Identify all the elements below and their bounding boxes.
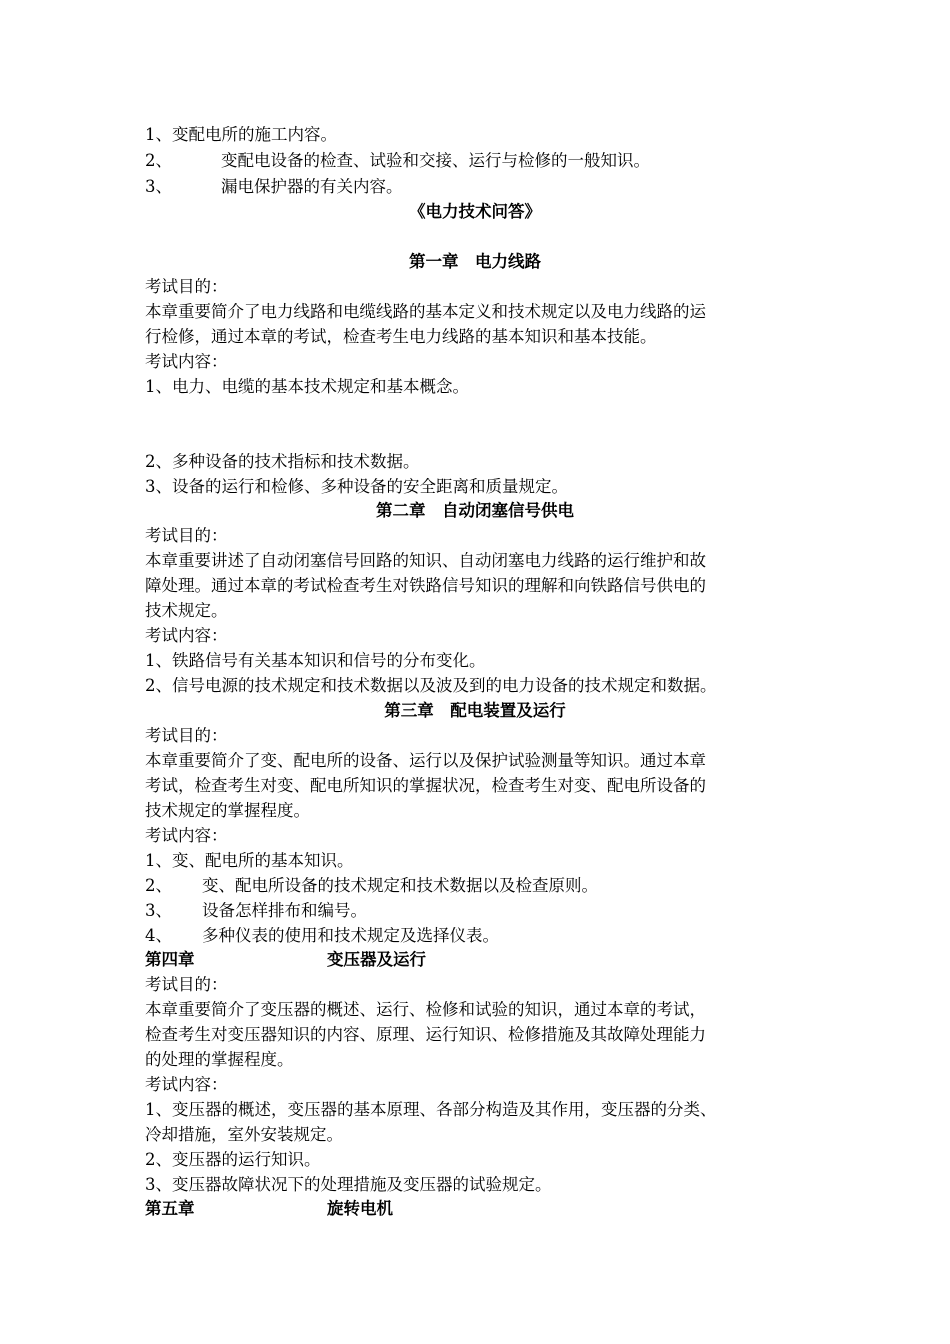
chapter-1-goal-line: 行检修，通过本章的考试，检查考生电力线路的基本知识和基本技能。 — [145, 327, 657, 346]
chapter-4-heading — [145, 949, 426, 971]
chapter-2-goal-line: 技术规定。 — [145, 601, 228, 620]
chapter-3-content-label: 考试内容： — [145, 826, 228, 845]
chapter-3-item: 1、变、配电所的基本知识。 — [145, 851, 354, 870]
intro-item-1 — [145, 124, 337, 146]
chapter-2-content-label: 考试内容： — [145, 626, 228, 645]
chapter-4-goal-line: 的处理的掌握程度。 — [145, 1050, 294, 1069]
intro-item-3 — [145, 176, 403, 198]
chapter-4-goal-line: 本章重要简介了变压器的概述、运行、检修和试验的知识，通过本章的考试， — [145, 1000, 706, 1019]
chapter-4-item: 冷却措施，室外安装规定。 — [145, 1125, 343, 1144]
chapter-3-goal-line: 考试，检查考生对变、配电所知识的掌握状况，检查考生对变、配电所设备的 — [145, 776, 706, 795]
chapter-3-goal-line: 技术规定的掌握程度。 — [145, 801, 310, 820]
chapter-2-title: 第二章 自动闭塞信号供电 — [376, 501, 574, 520]
chapter-4-item: 2、变压器的运行知识。 — [145, 1150, 321, 1169]
intro-item-text: 变配电设备的检查、试验和交接、运行与检修的一般知识。 — [221, 151, 650, 170]
item-text: 多种仪表的使用和技术规定及选择仪表。 — [202, 926, 499, 945]
chapter-3-title: 第三章 配电装置及运行 — [384, 701, 566, 720]
chapter-3-item — [145, 925, 499, 947]
chapter-5-number: 第五章 — [145, 1199, 195, 1218]
chapter-4-title: 变压器及运行 — [327, 950, 426, 969]
chapter-2-item: 1、铁路信号有关基本知识和信号的分布变化。 — [145, 651, 486, 670]
chapter-5-title: 旋转电机 — [327, 1199, 393, 1218]
chapter-4-item: 1、变压器的概述，变压器的基本原理、各部分构造及其作用，变压器的分类、 — [145, 1100, 717, 1119]
chapter-1-goal-label: 考试目的： — [145, 277, 228, 296]
chapter-3-item — [145, 875, 598, 897]
chapter-1-item: 1、电力、电缆的基本技术规定和基本概念。 — [145, 377, 469, 396]
intro-item-num: 3、 — [145, 177, 172, 196]
intro-item-num: 1、 — [145, 125, 172, 144]
chapter-1-item: 2、多种设备的技术指标和技术数据。 — [145, 452, 420, 471]
chapter-2-item: 2、信号电源的技术规定和技术数据以及波及到的电力设备的技术规定和数据。 — [145, 676, 717, 695]
book-title: 《电力技术问答》 — [409, 202, 541, 221]
chapter-2-goal-label: 考试目的： — [145, 526, 228, 545]
chapter-4-content-label: 考试内容： — [145, 1075, 228, 1094]
intro-item-text: 漏电保护器的有关内容。 — [221, 177, 403, 196]
intro-item-2 — [145, 150, 650, 172]
chapter-3-goal-label: 考试目的： — [145, 726, 228, 745]
chapter-2-goal-line: 本章重要讲述了自动闭塞信号回路的知识、自动闭塞电力线路的运行维护和故 — [145, 551, 706, 570]
item-text: 设备怎样排布和编号。 — [202, 901, 367, 920]
intro-item-text: 变配电所的施工内容。 — [172, 125, 337, 144]
chapter-5-heading — [145, 1198, 393, 1220]
chapter-1-content-label: 考试内容： — [145, 352, 228, 371]
chapter-1-goal-line: 本章重要简介了电力线路和电缆线路的基本定义和技术规定以及电力线路的运 — [145, 302, 706, 321]
intro-item-num: 2、 — [145, 151, 172, 170]
chapter-4-number: 第四章 — [145, 950, 195, 969]
chapter-3-item — [145, 900, 367, 922]
chapter-4-goal-line: 检查考生对变压器知识的内容、原理、运行知识、检修措施及其故障处理能力 — [145, 1025, 706, 1044]
chapter-3-goal-line: 本章重要简介了变、配电所的设备、运行以及保护试验测量等知识。通过本章 — [145, 751, 706, 770]
chapter-1-title: 第一章 电力线路 — [409, 252, 541, 271]
chapter-4-goal-label: 考试目的： — [145, 975, 228, 994]
item-num: 3、 — [145, 901, 172, 920]
chapter-4-item: 3、变压器故障状况下的处理措施及变压器的试验规定。 — [145, 1175, 552, 1194]
item-text: 变、配电所设备的技术规定和技术数据以及检查原则。 — [202, 876, 598, 895]
item-num: 2、 — [145, 876, 172, 895]
chapter-2-goal-line: 障处理。通过本章的考试检查考生对铁路信号知识的理解和向铁路信号供电的 — [145, 576, 706, 595]
chapter-1-item: 3、设备的运行和检修、多种设备的安全距离和质量规定。 — [145, 477, 568, 496]
item-num: 4、 — [145, 926, 172, 945]
